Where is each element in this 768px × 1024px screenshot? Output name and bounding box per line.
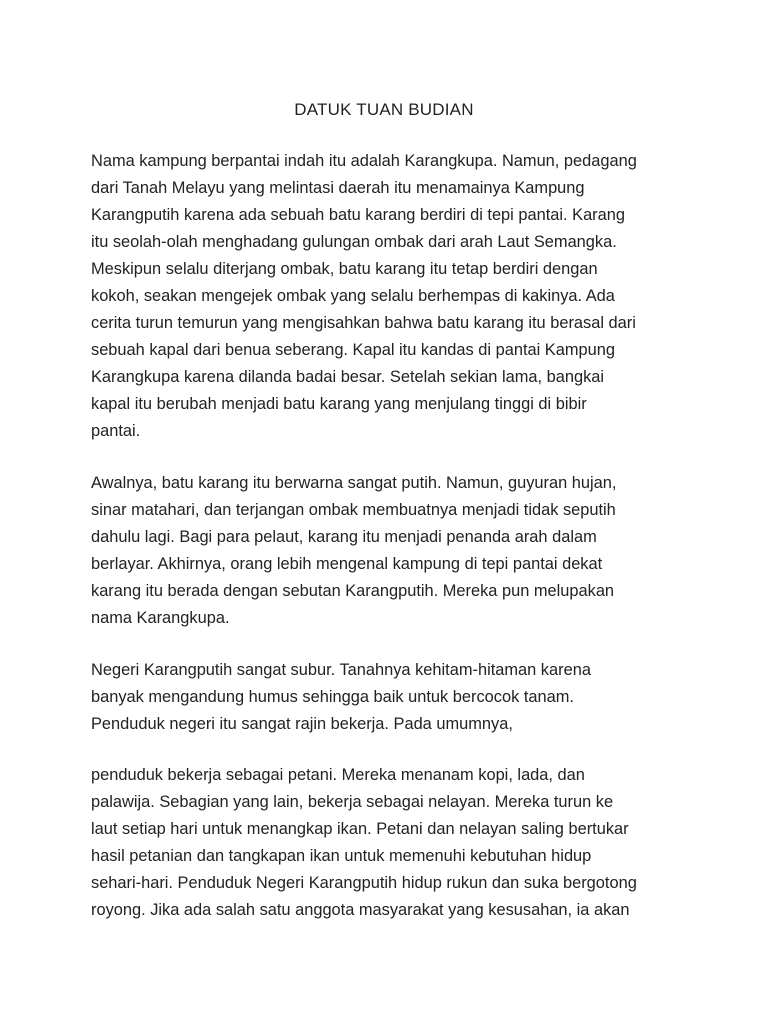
text-line: kokoh, seakan mengejek ombak yang selalu berhempas di kakinya. Ada <box>91 287 615 305</box>
text-line: hasil petanian dan tangkapan ikan untuk memenuhi kebutuhan hidup <box>91 847 592 865</box>
text-line: sehari-hari. Penduduk Negeri Karangputih hidup rukun dan suka bergotong <box>91 874 637 892</box>
text-line: Awalnya, batu karang itu berwarna sangat putih. Namun, guyuran hujan, <box>91 474 617 492</box>
text-line: banyak mengandung humus sehingga baik untuk bercocok tanam. <box>91 688 574 706</box>
text-line: Negeri Karangputih sangat subur. Tanahnya kehitam-hitaman karena <box>91 661 591 679</box>
text-line: karang itu berada dengan sebutan Karangputih. Mereka pun melupakan <box>91 582 615 600</box>
text-line: Karangputih karena ada sebuah batu karang berdiri di tepi pantai. Karang <box>91 206 625 224</box>
text-line: palawija. Sebagian yang lain, bekerja sebagai nelayan. Mereka turun ke <box>91 793 614 811</box>
text-line: sinar matahari, dan terjangan ombak membuatnya menjadi tidak seputih <box>91 501 616 519</box>
document-title: DATUK TUAN BUDIAN <box>294 100 474 119</box>
text-line: Nama kampung berpantai indah itu adalah Karangkupa. Namun, pedagang <box>91 152 637 170</box>
paragraph-4 <box>91 762 691 924</box>
text-line: itu seolah-olah menghadang gulungan ombak dari arah Laut Semangka. <box>91 233 617 251</box>
text-line: cerita turun temurun yang mengisahkan bahwa batu karang itu berasal dari <box>91 314 636 332</box>
text-line: Karangkupa karena dilanda badai besar. Setelah sekian lama, bangkai <box>91 368 605 386</box>
text-line: berlayar. Akhirnya, orang lebih mengenal kampung di tepi pantai dekat <box>91 555 603 573</box>
text-line: kapal itu berubah menjadi batu karang yang menjulang tinggi di bibir <box>91 395 587 413</box>
paragraph-3 <box>91 657 691 738</box>
text-line: penduduk bekerja sebagai petani. Mereka menanam kopi, lada, dan <box>91 766 585 784</box>
paragraph-2 <box>91 470 691 632</box>
paragraph-1 <box>91 148 691 445</box>
text-line: royong. Jika ada salah satu anggota masyarakat yang kesusahan, ia akan <box>91 901 630 919</box>
text-line: sebuah kapal dari benua seberang. Kapal itu kandas di pantai Kampung <box>91 341 615 359</box>
text-line: dari Tanah Melayu yang melintasi daerah itu menamainya Kampung <box>91 179 585 197</box>
text-line: Penduduk negeri itu sangat rajin bekerja. Pada umumnya, <box>91 715 513 733</box>
text-line: laut setiap hari untuk menangkap ikan. Petani dan nelayan saling bertukar <box>91 820 629 838</box>
text-line: Meskipun selalu diterjang ombak, batu karang itu tetap berdiri dengan <box>91 260 598 278</box>
text-line: dahulu lagi. Bagi para pelaut, karang itu menjadi penanda arah dalam <box>91 528 597 546</box>
text-line: pantai. <box>91 422 141 440</box>
text-line: nama Karangkupa. <box>91 609 230 627</box>
